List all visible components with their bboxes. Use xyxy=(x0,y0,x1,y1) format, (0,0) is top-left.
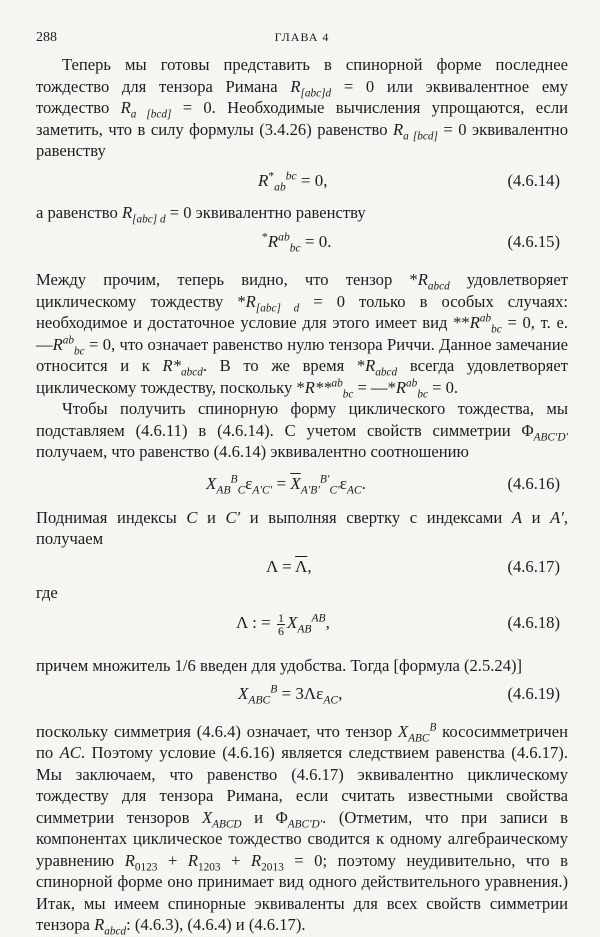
paragraph: Чтобы получить спинорную форму циклического тождества, мы подставляем (4.6.11) в (4.6.14). С учетом свойств симметрии $\Phi_{ABC'D'}$ получаем, что равенство (4.6.14) эквивалентно соотношению xyxy=(36,399,568,461)
equation xyxy=(36,467,568,501)
paragraph: причем множитель 1/6 введен для удобства. Тогда [формула (2.5.24)] xyxy=(36,656,523,675)
equation-number: (4.6.15) xyxy=(507,232,560,251)
equation-number: (4.6.14) xyxy=(507,170,560,190)
page-number: 288 xyxy=(36,30,57,45)
equation-number: (4.6.16) xyxy=(507,473,560,493)
paragraph: Поднимая индексы C и C′ и выполняя свертку с индексами A и A′, получаем xyxy=(36,507,568,548)
equation-formula: $\Lambda = \overline{\Lambda}$, xyxy=(266,556,312,576)
page-header xyxy=(36,30,568,54)
equation-number: (4.6.18) xyxy=(507,613,560,632)
equation-formula: $X_{AB}^B_C\varepsilon_{A'C'} = \overline{X}_{A'B'}^{B'}_{C'}\varepsilon_{AC}$. xyxy=(206,471,366,496)
paragraph: Между прочим, теперь видно, что тензор $*R_{abcd}$ удовлетворяет циклическому тождеству $*R_{[abc] d} = 0$ только в особых случаях: необходимое и достаточное условие для этого имеет вид $**R^{ab}_{bc} = 0$, т. е. $—R^{ab}_{bc} = 0$, что означает равенство нулю тензора Риччи. Данное замечание относится и к $R*_{abcd}$. В то же время $*R_{abcd}$ всегда удовлетворяет циклическому тождеству, поскольку $*R**^{ab}_{bc} = —*R^{ab}_{bc} = 0$. xyxy=(36,270,568,400)
fraction: $\frac{1}{6}$ xyxy=(277,610,284,638)
paragraph: а равенство $R_{[abc] d} = 0$ эквивалентно равенству xyxy=(36,202,366,225)
equation-formula: Λ : = $\frac{1}{6}$ $X_{AB}^{AB}$, xyxy=(236,610,330,638)
paragraph: поскольку симметрия (4.6.4) означает, что тензор $X_{ABC}^B$ кососимметричен по AC. Поэтому условие (4.6.16) является следствием равенства (4.6.17). Мы заключаем, что равенство (4.6.17) эквивалентно циклическому тождеству для тензора Римана, если считать известными свойства симметрии тензоров $X_{ABCD}$ и $\Phi_{ABC'D'}$. (Отметим, что при записи в компонентах циклическое тождество сводится к одному алгебраическому уравнению $R_{0123} + R_{1203} + R_{2013} = 0$; поэтому неудивительно, что в спинорной форме оно принимает вид одного действительного уравнения.) Итак, мы имеем спинорные эквиваленты для всех свойств симметрии тензора $R_{abcd}$: (4.6.3), (4.6.4) и (4.6.17). xyxy=(36,720,568,937)
running-head: ГЛАВА 4 xyxy=(274,30,330,44)
equation xyxy=(36,225,568,259)
equation-formula: $^*R^{ab}_{bc} = 0$. xyxy=(262,230,332,255)
equation-number: (4.6.17) xyxy=(507,556,560,576)
equation-formula: $X_{ABC}^B = 3\Lambda\varepsilon_{AC}$, xyxy=(238,681,343,706)
equation xyxy=(36,603,568,643)
equation xyxy=(36,677,568,711)
equation xyxy=(36,550,568,584)
paragraph: Теперь мы готовы представить в спинорной форме последнее тождество для тензора Римана $R_{[abc]d} = 0$ или эквивалентное ему тождество $R_{a [bcd]} = 0$. Необходимые вычисления упрощаются, если заметить, что в силу формулы (3.4.26) равенство $R_{a [bcd]} = 0$ эквивалентно равенству xyxy=(36,55,568,160)
equation-formula: $R^*_{ab}^{bc} = 0$, xyxy=(258,168,328,193)
equation-number: (4.6.19) xyxy=(507,683,560,703)
book-page xyxy=(36,30,568,936)
paragraph: где xyxy=(36,582,58,602)
equation xyxy=(36,164,568,198)
